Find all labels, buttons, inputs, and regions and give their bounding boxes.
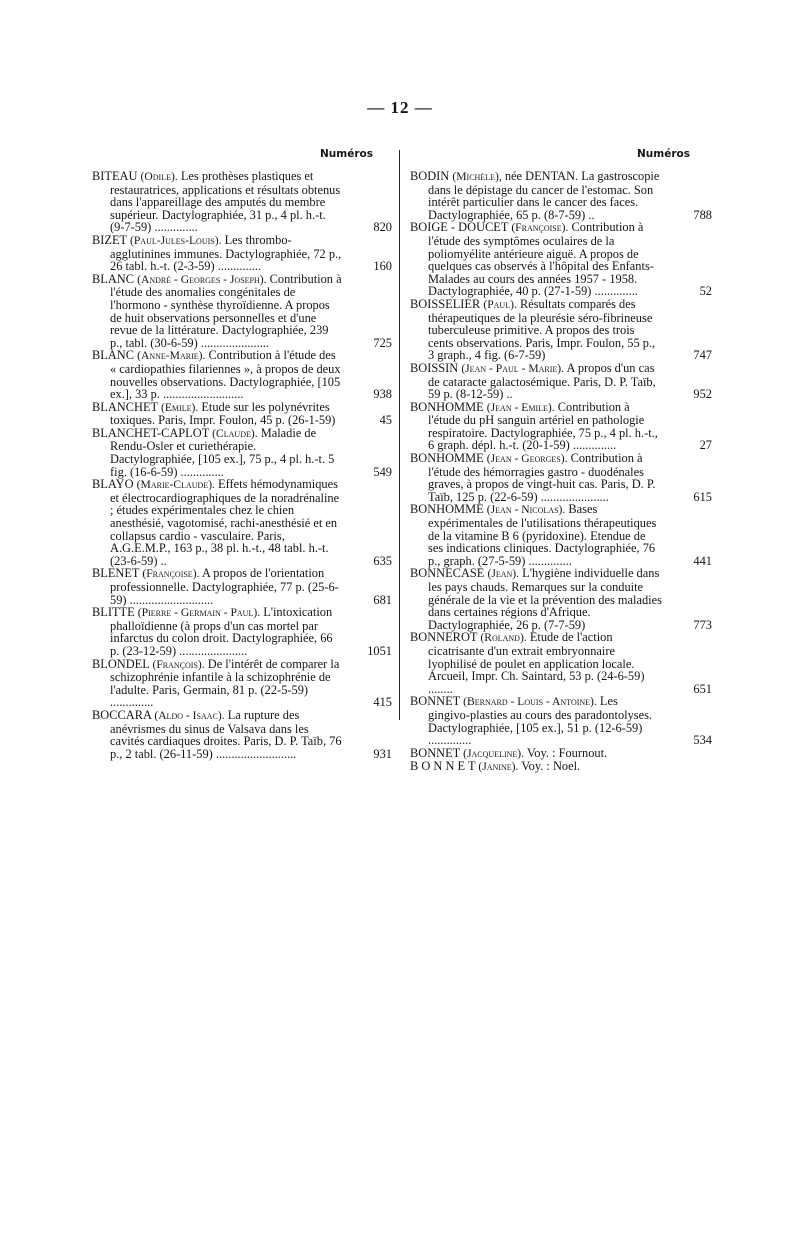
index-entry	[410, 170, 712, 221]
index-entry	[410, 567, 712, 631]
entry-description: Contribution à l'étude du pH sanguin artériel en pathologie respiratoire. Dactylographiée, 75 p., 4 pl. h.-t., 6 graph. dépl. h.-t. (20-1-59) ..............	[428, 399, 658, 453]
entry-firstname: (Janine).	[478, 760, 519, 774]
entry-firstname: (Claude).	[212, 426, 258, 440]
entry-firstname: (Paul).	[483, 297, 517, 311]
entry-surname: BONNEROT	[410, 630, 478, 645]
entry-firstname: (Jean - Nicolas).	[486, 503, 566, 517]
entry-surname: BLENET	[92, 566, 140, 581]
index-entry	[410, 221, 712, 298]
entry-number: 952	[693, 387, 712, 402]
entry-surname: BITEAU	[92, 169, 138, 183]
entry-surname: BONNECASE	[410, 566, 485, 581]
entry-surname: BLONDEL	[92, 656, 150, 671]
index-entry	[410, 695, 712, 746]
entry-number: 651	[693, 681, 712, 696]
index-entry	[410, 747, 712, 761]
entry-description: La rupture des anévrismes du sinus de Valsava dans les cavités cardiaques droites. Paris, D. P. Taïb, 76 p., 2 tabl. (26-11-59) ..........................	[110, 707, 342, 761]
entry-description: L'hygiène individuelle dans les pays chauds. Remarques sur la conduite générale de la vie et la prévention des maladies dans certaines régions d'Afrique. Dactylographiée, 26 p. (7-7-59)	[428, 566, 662, 632]
entry-firstname: (François).	[152, 657, 205, 671]
entry-description: De l'intérêt de comparer la schizophrénie infantile à la schizophrénie de l'adulte. Paris, Germain, 81 p. (22-5-59) ..............	[110, 656, 340, 710]
entry-description: Contribution à l'étude des symptômes oculaires de la poliomyélite antérieure aiguë. A propos de quelques cas observés à l'hôpital des Enfants-Malades au cours des années 1957 - 1958. Dactylographiée, 40 p. (27-1-59) ..............	[428, 220, 654, 299]
entry-description: Voy. : Noel.	[518, 759, 581, 774]
index-entry	[92, 567, 392, 606]
entry-surname: BOCCARA	[92, 707, 152, 722]
index-entry	[410, 631, 712, 695]
index-entry	[92, 427, 392, 478]
entry-surname: BIZET	[92, 232, 127, 247]
entry-firstname: (Jean).	[487, 567, 520, 581]
entry-number: 635	[373, 553, 392, 568]
entry-surname: BLANC	[92, 271, 134, 286]
entry-surname: BLANC	[92, 348, 134, 363]
index-entry	[410, 298, 712, 362]
index-entry	[410, 362, 712, 401]
entry-description: Effets hémodynamiques et électrocardiographiques de la noradrénaline ; études expérimentales chez le chien anesthésié, vagotomisé, rachi-anesthésié et en collapsus cardio - vasculaire. Paris, A.G.E.M.P., 163 p., 38 pl. h.-t., 48 tabl. h.-t. (23-6-59) ..	[110, 477, 340, 568]
entry-number: 788	[693, 207, 712, 222]
entry-surname: BLITTE	[92, 605, 135, 620]
entry-number: 45	[379, 413, 392, 428]
entry-firstname: (André - Georges - Joseph).	[137, 272, 267, 286]
entry-number: 52	[699, 284, 712, 299]
entry-firstname: (Marie-Claude).	[136, 478, 215, 492]
entry-surname: BLAYO	[92, 477, 134, 492]
entry-description: Contribution à l'étude des anomalies congénitales de l'hormono - synthèse thyroïdienne. A propos de huit observations personnelles et d'une revue de la littérature. Dactylographiée, 239 p., tabl. (30-6-59) ......................	[110, 271, 342, 350]
entry-description: L'intoxication phalloïdienne (à props d'un cas mortel par infarctus du colon droit. Dactylographiée, 66 p. (23-12-59) ......................	[110, 605, 333, 658]
entry-description: A propos d'un cas de cataracte galactosémique. Paris, D. P. Taïb, 59 p. (8-12-59) ..	[428, 360, 656, 402]
entry-firstname: (Françoise).	[142, 567, 200, 581]
entry-firstname: (Roland).	[480, 631, 527, 645]
entry-surname: BODIN	[410, 169, 450, 183]
entry-number: 534	[693, 733, 712, 748]
entry-description: née DENTAN. La gastroscopie dans le dépistage du cancer de l'estomac. Son intérêt particulier dans le cancer des faces. Dactylographiée, 65 p. (8-7-59) ..	[428, 169, 660, 222]
index-entry	[92, 273, 392, 350]
entry-firstname: (Aldo - Isaac).	[154, 708, 225, 722]
index-entry	[410, 503, 712, 567]
entry-firstname: (Françoise).	[511, 221, 569, 235]
entry-surname: BLANCHET	[92, 399, 158, 414]
index-entry	[410, 760, 712, 774]
index-entry	[92, 658, 392, 709]
page-number: — 12 —	[367, 98, 433, 117]
entry-firstname: (Bernard - Louis - Antoine).	[463, 695, 597, 709]
entry-number: 615	[693, 489, 712, 504]
entry-surname: BONHOMME	[410, 399, 484, 414]
index-entry	[92, 234, 392, 273]
entry-description: Les thrombo-agglutinines immunes. Dactylographiée, 72 p., 26 tabl. h.-t. (2-3-59) ..............	[110, 232, 342, 274]
entry-surname: BONNET	[410, 745, 461, 760]
column-header-right: Numéros	[637, 148, 690, 160]
entry-description: Résultats comparés des thérapeutiques de la pleurésie séro-fibrineuse tuberculeuse primitive. A propos des trois cents observations. Paris, Impr. Foulon, 55 p., 3 graph., 4 fig. (6-7-59)	[428, 296, 656, 363]
entry-number: 1051	[367, 643, 392, 658]
column-divider	[399, 150, 400, 720]
index-entry	[92, 170, 392, 234]
entry-surname: BLANCHET-CAPLOT	[92, 425, 210, 440]
entry-surname: B O N N E T	[410, 759, 476, 774]
entry-surname: BONHOMME	[410, 502, 484, 517]
entry-number: 681	[373, 592, 392, 607]
right-entries	[410, 170, 712, 774]
entry-firstname: (Jean - Paul - Marie).	[461, 361, 565, 375]
entry-number: 27	[699, 438, 712, 453]
entry-number: 725	[373, 335, 392, 350]
index-entry	[92, 606, 392, 657]
entry-description: Voy. : Fournout.	[524, 745, 608, 760]
entry-number: 415	[373, 695, 392, 710]
entry-number: 773	[693, 617, 712, 632]
index-entry	[92, 401, 392, 427]
entry-firstname: (Michèle),	[452, 170, 502, 183]
entry-surname: BOISSELIER	[410, 296, 481, 311]
entry-number: 747	[693, 348, 712, 363]
left-entries	[92, 170, 392, 760]
entry-description: Etude sur les polynévrites toxiques. Paris, Impr. Foulon, 45 p. (26-1-59)	[110, 399, 336, 428]
entry-description: A propos de l'orientation professionnelle. Dactylographiée, 77 p. (25-6-59) ...........................	[110, 566, 339, 607]
entry-description: Contribution à l'étude des « cardiopathies filariennes », à propos de deux nouvelles observations. Dactylographiée, [105 ex.], 33 p. ..........................	[110, 348, 341, 402]
entry-number: 160	[373, 259, 392, 274]
entry-description: Etude de l'action cicatrisante d'un extrait embryonnaire lyophilisé de poulet en application locale. Arcueil, Impr. Ch. Saintard, 53 p. (24-6-59) ........	[428, 630, 645, 696]
entry-firstname: (Odile).	[140, 170, 178, 183]
entry-surname: BOIGE - DOUCET	[410, 220, 509, 235]
entry-firstname: (Jean - Emile).	[486, 400, 555, 414]
entry-number: 441	[693, 553, 712, 568]
entry-firstname: (Paul-Jules-Louis).	[129, 233, 222, 247]
index-entry	[410, 452, 712, 503]
entry-number: 549	[373, 464, 392, 479]
entry-surname: BONNET	[410, 694, 461, 709]
entry-surname: BONHOMME	[410, 451, 484, 466]
entry-firstname: (Anne-Marie).	[137, 349, 206, 363]
entry-number: 931	[373, 746, 392, 761]
entry-description: Contribution à l'étude des hémorragies gastro - duodénales graves, à propos de vingt-huit cas. Paris, D. P. Taïb, 125 p. (22-6-59) ......................	[428, 451, 656, 504]
entry-description: Bases expérimentales de l'utilisations thérapeutiques de la vitamine B 6 (pyridoxine). Etendue de ses indications cliniques. Dactylographiée, 76 p., graph. (27-5-59) ..............	[428, 502, 657, 568]
index-entry	[92, 478, 392, 567]
entry-firstname: (Jacqueline).	[463, 746, 525, 760]
entry-number: 938	[373, 387, 392, 402]
index-entry	[92, 349, 392, 400]
index-entry	[410, 401, 712, 452]
entry-firstname: (Pierre - Germain - Paul).	[137, 606, 261, 620]
entry-number: 820	[373, 220, 392, 235]
entry-firstname: (Jean - Georges).	[486, 452, 568, 466]
entry-surname: BOISSIN	[410, 360, 459, 375]
entry-description: Maladie de Rendu-Osler et curiethérapie. Dactylographiée, [105 ex.], 75 p., 4 pl. h.-t. 5 fig. (16-6-59) ..............	[110, 425, 335, 479]
column-header-left: Numéros	[320, 148, 373, 160]
entry-firstname: (Emile).	[160, 400, 199, 414]
entry-description: Les gingivo-plasties au cours des paradontolyses. Dactylographiée, [105 ex.], 51 p. (12-6-59) ..............	[428, 694, 653, 748]
entry-description: Les prothèses plastiques et restauratrices, applications et résultats obtenus dans l'appareillage des amputés du membre supérieur. Dactylographiée, 31 p., 4 pl. h.-t. (9-7-59) ..............	[110, 169, 341, 235]
index-entry	[92, 709, 392, 760]
